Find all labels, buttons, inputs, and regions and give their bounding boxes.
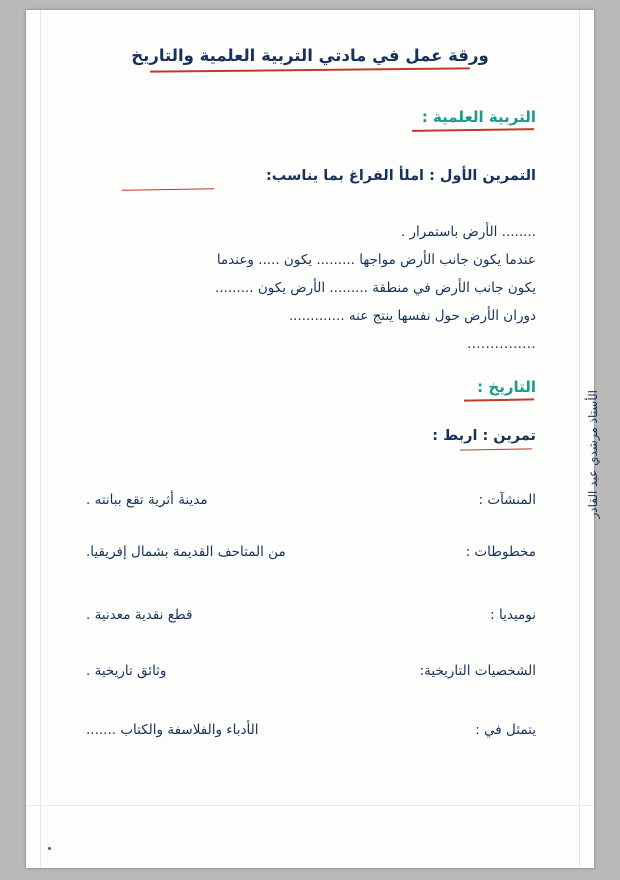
match-definition: قطع نقدية معدنية . [86, 607, 193, 623]
match-term: مخطوطات : [465, 544, 536, 560]
exercise-label-history-underline [460, 448, 532, 451]
page-title [26, 46, 594, 65]
match-row [86, 722, 536, 748]
blank-line: يكون جانب الأرض في منطقة ......... الأرض يكون ......... [214, 280, 536, 296]
match-definition: من المتاحف القديمة بشمال إفريقيا. [86, 544, 286, 560]
blank-line: ............... [467, 336, 536, 352]
margin-rule-bottom [26, 805, 594, 806]
corner-dot-mark [48, 847, 51, 850]
match-term: يتمثل في : [475, 722, 536, 738]
teacher-side-note: الأستاذ مرشدي عبد القادر [586, 390, 600, 519]
blank-line: ........ الأرض باستمرار . [400, 224, 536, 240]
match-term: المنشآت : [478, 492, 536, 508]
match-term: الشخصيات التاريخية: [419, 663, 536, 679]
match-definition: الأدباء والفلاسفة والكتاب ....... [86, 722, 259, 738]
page-title-text: ورقة عمل في مادتي التربية العلمية والتاريخ [131, 46, 489, 65]
match-row [86, 663, 536, 689]
match-row [86, 544, 536, 570]
page-title-underline [150, 67, 470, 72]
section-heading-science: التربية العلمية : [421, 108, 536, 126]
exercise-label-science: التمرين الأول : املأ الفراغ بما يناسب: [266, 168, 536, 184]
blank-line: عندما يكون جانب الأرض مواجها ......... يكون ..... وعندما [216, 252, 536, 268]
section-heading-science-underline [412, 128, 534, 131]
exercise-label-history: تمرين : اربط : [432, 428, 536, 444]
exercise-label-science-underline [122, 188, 214, 191]
worksheet-page [26, 10, 600, 868]
margin-rule-right [579, 10, 580, 868]
section-heading-history: التاريخ : [477, 378, 536, 396]
match-term: نوميديا : [490, 607, 536, 623]
match-definition: مدينة أثرية تقع ببانته . [86, 492, 208, 508]
match-row [86, 492, 536, 518]
blank-line: دوران الأرض حول نفسها ينتج عنه ............. [288, 308, 536, 324]
margin-rule-left [40, 10, 41, 868]
match-definition: وثائق تاريخية . [86, 663, 167, 679]
section-heading-history-underline [464, 398, 534, 401]
match-row [86, 607, 536, 633]
